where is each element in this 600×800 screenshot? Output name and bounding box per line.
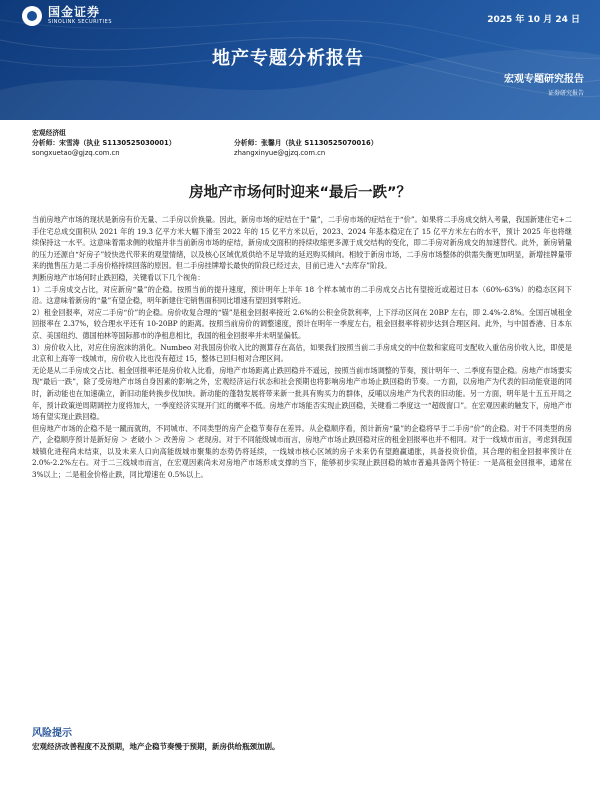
logo-name-en: SINOLINK SECURITIES <box>48 19 112 25</box>
paragraph-3: 1）二手房成交占比，对应新房“量”的企稳。按照当前的提升速度，预计明年上半年 18 个样本城市的二手房成交占比有望接近或超过日本（60%-63%）的稳态区间下沿。这意味着新房的“量”有望企稳，明年新建住宅销售面积同比增速有望回到零附近。 <box>32 284 572 306</box>
paragraph-4: 2）租金回报率，对应二手房“价”的企稳。房价收复合理的“锚”是租金回报率接近 2.6%的公积金贷款利率，上下浮动区间在 20BP 左右，即 2.4%-2.8%。全国百城租金回报率在 2.37%，较合理水平还有 10-20BP 的距离。按照当前房价的调整速度，预计在明年一季度左右，租金回报率将初步达到合理区间。此外，与中国香港、日本东京、美国纽约、德国柏林等国际都市的净租息相比，我国的租金回报率并未明显偏低。 <box>32 307 572 340</box>
risk-text: 宏观经济改善程度不及预期，地产企稳节奏慢于预期，新房供给瓶颈加剧。 <box>32 742 280 751</box>
company-logo <box>22 6 112 26</box>
paragraph-5: 3）房价收入比，对应住房泡沫的消化。Numbeo 对我国房价收入比的测算存在高估，如果我们按照当前二手房成交的中位数和家庭可支配收入重估房价收入比，即使是北京和上海等一线城市，房价收入比也没有超过 15，整体已回归相对合理区间。 <box>32 342 572 364</box>
analyst-2-email[interactable]: zhangxinyue@gjzq.com.cn <box>234 149 326 157</box>
analyst-1: 分析师：宋雪涛（执业 S1130525030001） <box>32 139 176 147</box>
report-body <box>32 214 572 481</box>
author-block <box>32 128 378 158</box>
logo-emblem-icon <box>22 6 42 26</box>
analyst-1-email[interactable]: songxuetao@gjzq.com.cn <box>32 149 120 157</box>
report-series-title: 地产专题分析报告 <box>212 48 364 69</box>
research-group: 宏观经济组 <box>32 129 66 137</box>
analyst-2: 分析师：张馨月（执业 S1130525070016） <box>234 139 378 147</box>
paragraph-2: 判断房地产市场何时止跌回稳，关键看以下几个视角： <box>32 272 205 282</box>
document-title: 房地产市场何时迎来“最后一跌”？ <box>188 185 412 201</box>
report-date: 2025 年 10 月 24 日 <box>487 15 580 25</box>
paragraph-7: 但房地产市场的企稳不是一蹴而就的，不同城市、不同类型的房产企稳节奏存在差异。从企稳顺序看，预计新房“量”的企稳将早于二手房“价”的企稳。对于不同类型的房产，企稳顺序预计是新好房 ＞ 老破小 ＞ 改善房 ＞ 老现房。对于不同能级城市而言，房地产市场止跌回稳对应的租金回报率也并不相同。对于一线城市而言，考虑到我国城镇化进程尚未结束，以及未来人口向高能级城市聚集的态势仍将延续，一线城市核心区域的房子未来仍有望跑赢通胀，具备投资价值，其合理的租金回报率预计在 2.0%-2.2%左右。对于二三线城市而言，在宏观因素尚未对房地产市场形成支撑的当下，能够初步实现止跌回稳的城市普遍具备两个特征：一是高租金回报率，通常在 3%以上；二是租金价格止跌，同比增速在 0.5%以上。 <box>32 423 572 480</box>
paragraph-1: 当前房地产市场的现状是新房有价无量、二手房以价换量。因此，新房市场的症结在于“量”，二手房市场的症结在于“价”。如果将二手房成交纳入考量，我国新建住宅+二手住宅总成交面积从 2021 年的 19.3 亿平方米大幅下滑至 2022 年的 15 亿平方米以后，2023、2024 年基本稳定在了 15 亿平方米左右的水平，预计 2025 年也将继续保持这一水平。这意味着需求侧的收缩并非当前新房市场的症结，新房成交面积的持续收缩更多源于成交结构的变化，即二手房对新房成交的加速替代。此外，新房销量的压力还源自“好房子”较快迭代带来的观望情绪，以及核心区域优质供给不足导致的延迟购买倾向。相较于新房市场，二手房市场整体的供需失衡更加明显，新增挂牌量带来的抛售压力是二手房价格持续回落的原因。但二手房挂牌增长最快的阶段已经过去，目前已进入“去库存”阶段。 <box>32 215 572 271</box>
header-banner <box>0 0 600 120</box>
risk-heading: 风险提示 <box>32 728 72 739</box>
report-subtype: 证券研究报告 <box>547 90 584 97</box>
report-type: 宏观专题研究报告 <box>504 74 584 85</box>
paragraph-6: 无论是从二手房成交占比、租金回报率还是房价收入比看，房地产市场距离止跌回稳并不遥远，按照当前市场调整的节奏，预计明年一、二季度有望企稳。房地产市场要实现“最后一跌”，除了受房地产市场自身因素的影响之外，宏观经济运行状态和社会预期也将影响房地产市场止跌回稳的节奏。一方面，以房地产为代表的旧动能衰退的同时，新动能也在加速确立，新旧动能转换步伐加快。新动能的蓬勃发展将带来新一批具有购买力的群体，反哺以房地产为代表的旧动能。另一方面，明年是十五五开局之年，预计政策逆周期调控力度将加大，一季度经济实现开门红的概率不低。房地产市场能否实现止跌回稳，关键看二季度这一“超级窗口”。在宏观因素的触发下，房地产市场有望实现止跌回稳。 <box>32 365 572 422</box>
logo-name-cn: 国金证券 <box>48 5 101 19</box>
